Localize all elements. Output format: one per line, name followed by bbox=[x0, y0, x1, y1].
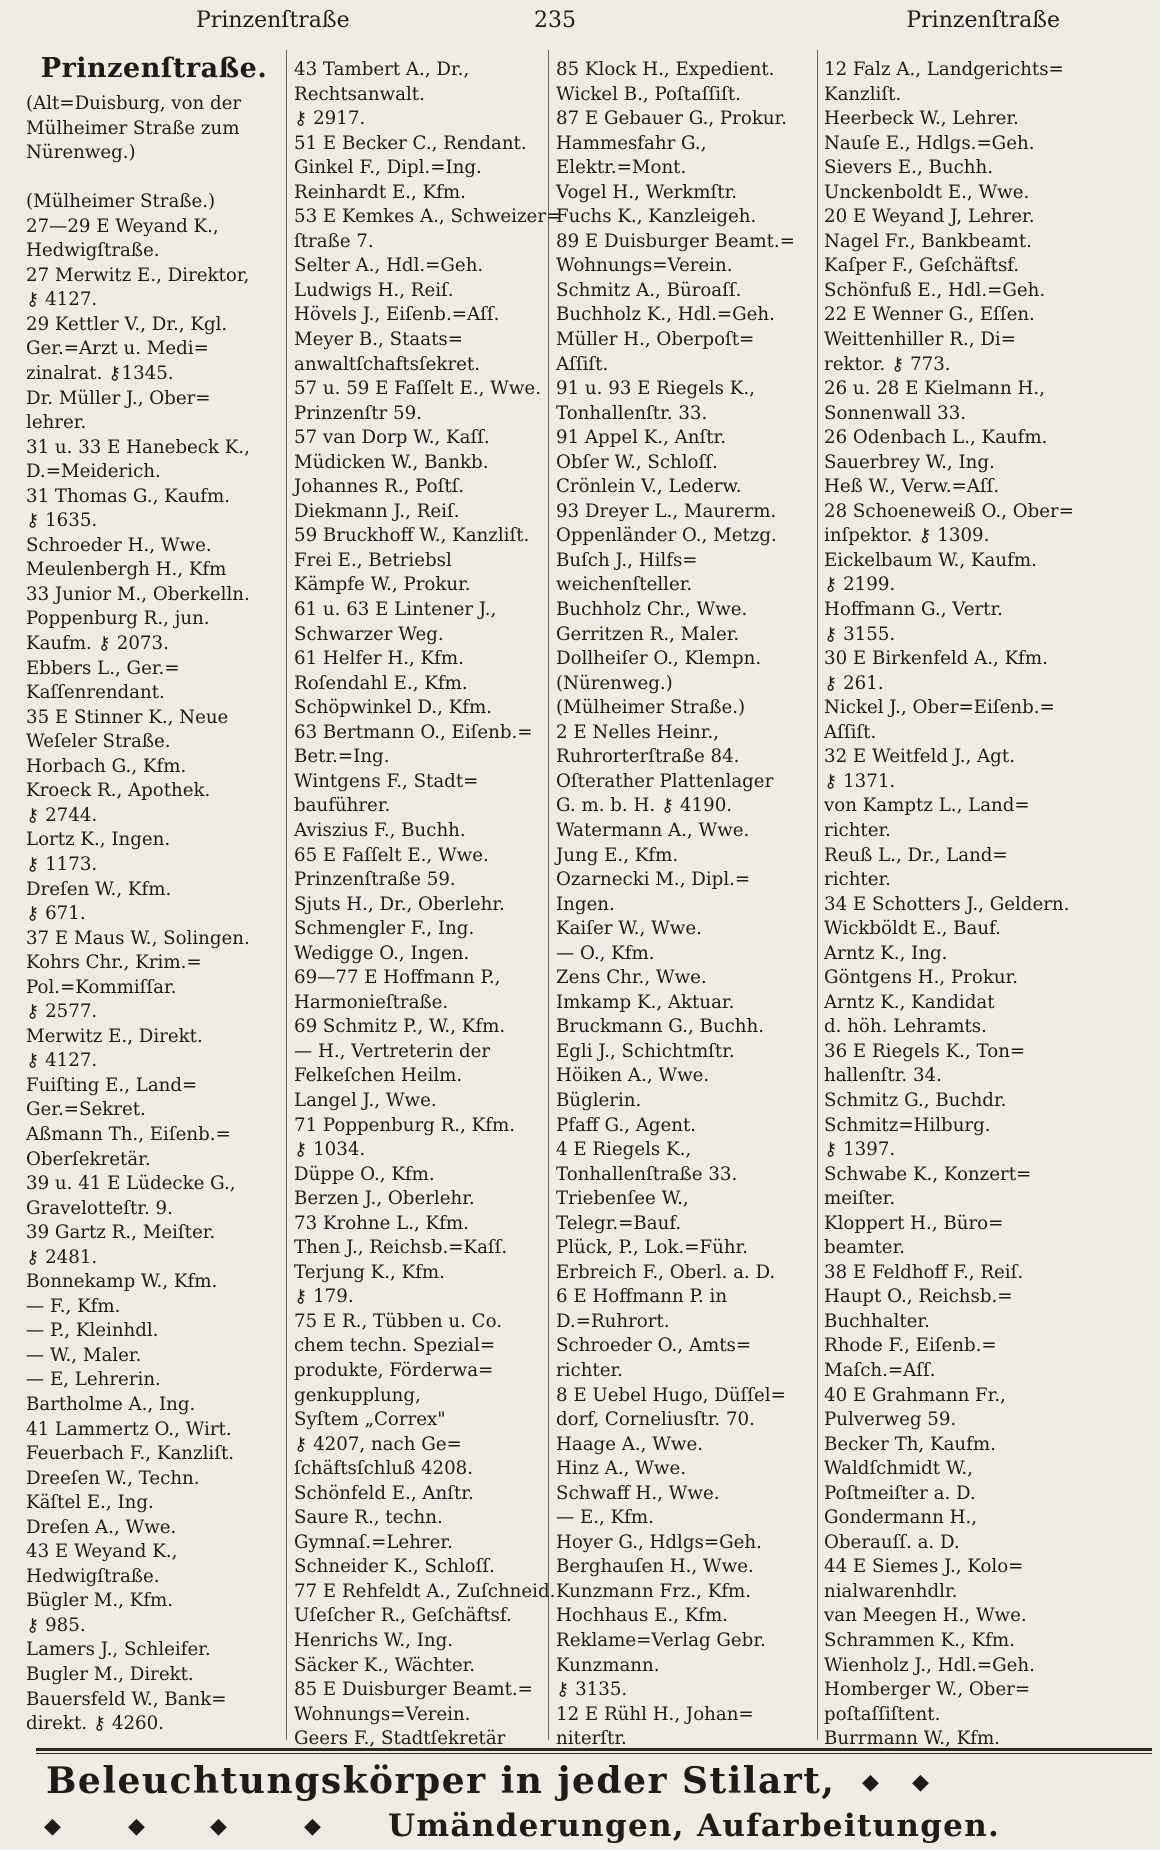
directory-entry-line: 4 E Riegels K., bbox=[556, 1139, 692, 1161]
directory-entry-line: Schönfuß E., Hdl.=Geh. bbox=[824, 279, 1046, 301]
directory-entry-line: 39 u. 41 E Lüdecke G., bbox=[26, 1173, 236, 1195]
directory-entry-line: 59 Bruckhoff W., Kanzliſt. bbox=[294, 525, 530, 547]
directory-entry-line: Heß W., Verw.=Aſſ. bbox=[824, 476, 1000, 498]
directory-entry-line: Kunzmann. bbox=[556, 1654, 660, 1676]
directory-entry-line: 61 Helfer H., Kfm. bbox=[294, 648, 464, 670]
directory-entry-line: Schmitz G., Buchdr. bbox=[824, 1089, 1007, 1111]
directory-entry-line: Ozarnecki M., Dipl.= bbox=[556, 869, 751, 891]
directory-entry-line: Oſterather Plattenlager bbox=[556, 770, 774, 792]
directory-entry-line: Müller H., Oberpoſt= bbox=[556, 329, 755, 351]
directory-entry-line: Meulenbergh H., Kfm bbox=[26, 559, 227, 581]
directory-entry-line: Hövels J., Eiſenb.=Aſſ. bbox=[294, 304, 500, 326]
directory-entry-line: Säcker K., Wächter. bbox=[294, 1654, 476, 1676]
directory-entry-line: Kaſſenrendant. bbox=[26, 682, 165, 704]
directory-entry-line: Schöpwinkel D., Kfm. bbox=[294, 697, 493, 719]
directory-entry-line: Mülheimer Straße zum bbox=[26, 117, 240, 139]
directory-entry-line: 51 E Becker C., Rendant. bbox=[294, 132, 527, 154]
advert-rule-thin bbox=[36, 1753, 1152, 1754]
directory-entry-line: Poſtmeiſter a. D. bbox=[824, 1482, 976, 1504]
directory-entry-line: 91 u. 93 E Riegels K., bbox=[556, 378, 755, 400]
directory-entry-line: ſchäftsſchluß 4208. bbox=[294, 1458, 474, 1480]
directory-entry-line: Bugler M., Direkt. bbox=[26, 1664, 194, 1685]
directory-entry-line: 31 u. 33 E Hanebeck K., bbox=[26, 436, 250, 458]
directory-entry-line: Maſch.=Aſſ. bbox=[824, 1359, 936, 1381]
directory-entry-line: Dr. Müller J., Ober= bbox=[26, 387, 211, 409]
ornament-diamond: ◆ bbox=[304, 1814, 321, 1839]
directory-entry-line: Buchhalter. bbox=[824, 1310, 930, 1332]
directory-entry-line: Hoyer G., Hdlgs=Geh. bbox=[556, 1531, 762, 1553]
directory-entry-line: 35 E Stinner K., Neue bbox=[26, 706, 229, 728]
directory-entry-line: ⚷ 2481. bbox=[26, 1246, 98, 1268]
directory-entry-line: Becker Th, Kaufm. bbox=[824, 1433, 996, 1455]
directory-entry-line: Wickel B., Poſtaſſiſt. bbox=[556, 83, 741, 105]
directory-entry-line: Fuchs K., Kanzleigeh. bbox=[556, 206, 757, 228]
directory-entry-line: genkupplung, bbox=[294, 1384, 421, 1406]
directory-entry-line: Zens Chr., Wwe. bbox=[556, 967, 707, 989]
directory-entry-line: Fuiſting E., Land= bbox=[26, 1074, 198, 1096]
directory-entry-line: ⚷ 2577. bbox=[26, 1001, 98, 1023]
directory-entry-line: Arntz K., Ing. bbox=[824, 942, 948, 964]
directory-entry-line: Dreſen A., Wwe. bbox=[26, 1516, 177, 1538]
directory-entry-line: 43 Tambert A., Dr., bbox=[294, 59, 470, 80]
directory-entry-line: Poppenburg R., jun. bbox=[26, 608, 210, 630]
directory-entry-line: Johannes R., Poſtſ. bbox=[294, 476, 465, 498]
directory-entry-line: Weittenhiller R., Di= bbox=[824, 329, 1016, 351]
directory-entry-line: von Kamptz L., Land= bbox=[824, 795, 1030, 817]
directory-entry-line: Hinz A., Wwe. bbox=[556, 1458, 687, 1480]
directory-entry-line: Kanzliſt. bbox=[824, 83, 902, 105]
directory-entry-line: Weſeler Straße. bbox=[26, 731, 171, 753]
directory-entry-line: ⚷ 1635. bbox=[26, 510, 98, 532]
directory-entry-line: Schwarzer Weg. bbox=[294, 623, 444, 645]
directory-entry-line: Gerritzen R., Maler. bbox=[556, 623, 740, 645]
directory-entry-line: Schneider K., Schloſſ. bbox=[294, 1556, 495, 1578]
directory-entry-line: Haage A., Wwe. bbox=[556, 1433, 704, 1455]
directory-entry-line: 57 van Dorp W., Kaſſ. bbox=[294, 427, 490, 449]
directory-entry-line: 87 E Gebauer G., Prokur. bbox=[556, 108, 788, 130]
directory-entry-line: Gymnaſ.=Lehrer. bbox=[294, 1531, 453, 1553]
directory-entry-line: Müdicken W., Bankb. bbox=[294, 451, 489, 473]
directory-entry-line: Hedwigſtraße. bbox=[26, 1565, 160, 1587]
directory-entry-line: Ginkel F., Dipl.=Ing. bbox=[294, 157, 482, 179]
directory-entry-line: chem techn. Spezial= bbox=[294, 1335, 496, 1357]
directory-entry-line: — F., Kfm. bbox=[26, 1295, 121, 1317]
directory-entry-line: ⚷ 1173. bbox=[26, 853, 98, 875]
directory-entry-line: 27—29 E Weyand K., bbox=[26, 215, 219, 237]
directory-entry-line: Langel J., Wwe. bbox=[294, 1089, 437, 1111]
directory-entry-line: Unckenboldt E., Wwe. bbox=[824, 181, 1030, 203]
directory-entry-line: Uſeſcher R., Geſchäftsf. bbox=[294, 1605, 512, 1627]
directory-entry-line: poſtaſſiſtent. bbox=[824, 1703, 941, 1725]
directory-entry-line: Nürenweg.) bbox=[26, 142, 136, 164]
directory-entry-line: 26 u. 28 E Kielmann H., bbox=[824, 378, 1045, 400]
directory-entry-line: Schönfeld E., Anſtr. bbox=[294, 1482, 474, 1504]
directory-entry-line: Prinzenſtr 59. bbox=[294, 402, 422, 424]
directory-entry-line: 43 E Weyand K., bbox=[26, 1541, 178, 1563]
directory-entry-line: 27 Merwitz E., Direktor, bbox=[26, 264, 250, 286]
directory-entry-line: Bauersfeld W., Bank= bbox=[26, 1688, 227, 1710]
directory-entry-line: nialwarenhdlr. bbox=[824, 1580, 958, 1602]
directory-entry-line: Dollheiſer O., Klempn. bbox=[556, 648, 762, 670]
directory-entry-line: Geers F., Stadtſekretär bbox=[294, 1728, 506, 1750]
directory-entry-line: — H., Vertreterin der bbox=[294, 1040, 491, 1062]
directory-entry-line: D.=Meiderich. bbox=[26, 461, 161, 483]
directory-entry-line: — P., Kleinhdl. bbox=[26, 1320, 159, 1342]
directory-entry-line: ⚷ 2199. bbox=[824, 574, 896, 596]
directory-entry-line: Büglerin. bbox=[556, 1089, 642, 1111]
directory-entry-line: lehrer. bbox=[26, 412, 87, 434]
ornament-diamond: ◆ bbox=[44, 1814, 61, 1839]
directory-entry-line: (Alt=Duisburg, von der bbox=[26, 93, 242, 114]
directory-entry-line: anwaltſchaftsſekret. bbox=[294, 353, 481, 375]
directory-entry-line: Aßmann Th., Eiſenb.= bbox=[26, 1123, 231, 1145]
directory-entry-line: Sauerbrey W., Ing. bbox=[824, 451, 995, 473]
directory-entry-line: 37 E Maus W., Solingen. bbox=[26, 927, 250, 949]
directory-entry-line: 26 Odenbach L., Kaufm. bbox=[824, 427, 1048, 449]
directory-entry-line: Arntz K., Kandidat bbox=[824, 991, 995, 1013]
directory-entry-line: beamter. bbox=[824, 1237, 906, 1259]
directory-entry-line: 63 Bertmann O., Eiſenb.= bbox=[294, 721, 533, 743]
directory-entry-line: dorf, Corneliusſtr. 70. bbox=[556, 1409, 755, 1431]
directory-entry-line: zinalrat. ⚷1345. bbox=[26, 363, 174, 385]
directory-entry-line: Wintgens F., Stadt= bbox=[294, 770, 479, 792]
directory-entry-line: van Meegen H., Wwe. bbox=[824, 1605, 1027, 1627]
advertisement-line-2: Umänderungen, Aufarbeitungen. bbox=[388, 1808, 1001, 1844]
directory-entry-line: Watermann A., Wwe. bbox=[556, 819, 750, 841]
directory-entry-line: Aſſiſt. bbox=[556, 353, 609, 375]
directory-entry-line: Horbach G., Kfm. bbox=[26, 755, 187, 777]
directory-entry-line: Selter A., Hdl.=Geh. bbox=[294, 255, 484, 277]
directory-entry-line: hallenſtr. 34. bbox=[824, 1065, 942, 1087]
directory-entry-line: 91 Appel K., Anſtr. bbox=[556, 427, 727, 449]
directory-entry-line: ⚷ 671. bbox=[26, 903, 86, 925]
directory-entry-line: Sjuts H., Dr., Oberlehr. bbox=[294, 893, 505, 915]
advertisement-line-1: Beleuchtungskörper in jeder Stilart, bbox=[46, 1760, 836, 1802]
directory-entry-line: D.=Ruhrort. bbox=[556, 1310, 670, 1332]
ornament-diamond: ◆ bbox=[128, 1814, 145, 1839]
directory-entry-line: 8 E Uebel Hugo, Düſſel= bbox=[556, 1384, 786, 1406]
street-title: Prinzenſtraße. bbox=[40, 53, 268, 84]
directory-entry-line: Roſendahl E., Kfm. bbox=[294, 672, 468, 694]
directory-entry-line: Obſer W., Schloſſ. bbox=[556, 451, 718, 473]
directory-entry-line: Wienholz J., Hdl.=Geh. bbox=[824, 1654, 1035, 1676]
directory-entry-line: Egli J., Schichtmſtr. bbox=[556, 1040, 735, 1062]
directory-entry-line: richter. bbox=[824, 869, 891, 891]
directory-entry-line: 71 Poppenburg R., Kfm. bbox=[294, 1114, 515, 1136]
directory-entry-line: Kohrs Chr., Krim.= bbox=[26, 952, 202, 974]
directory-entry-line: Berzen J., Oberlehr. bbox=[294, 1188, 475, 1210]
directory-entry-line: ⚷ 3135. bbox=[556, 1679, 628, 1701]
directory-entry-line: Heerbeck W., Lehrer. bbox=[824, 108, 1019, 130]
directory-entry-line: Feuerbach F., Kanzliſt. bbox=[26, 1443, 235, 1465]
ornament-diamond: ◆ bbox=[912, 1770, 929, 1795]
directory-entry-line: — O., Kfm. bbox=[556, 942, 655, 964]
directory-entry-line: Crönlein V., Lederw. bbox=[556, 476, 742, 498]
directory-entry-line: 77 E Rehfeldt A., Zuſchneid. bbox=[294, 1580, 556, 1602]
directory-entry-line: Reinhardt E., Kfm. bbox=[294, 181, 466, 203]
directory-entry-line: direkt. ⚷ 4260. bbox=[26, 1713, 164, 1735]
directory-entry-line: (Mülheimer Straße.) bbox=[556, 697, 746, 719]
directory-entry-line: 57 u. 59 E Faſſelt E., Wwe. bbox=[294, 378, 541, 400]
directory-entry-line: Haupt O., Reichsb.= bbox=[824, 1286, 1013, 1308]
directory-entry-line: Kloppert H., Büro= bbox=[824, 1212, 1004, 1234]
directory-entry-line: Bruckmann G., Buchh. bbox=[556, 1016, 764, 1038]
directory-entry-line: 73 Krohne L., Kfm. bbox=[294, 1212, 469, 1234]
directory-entry-line: Homberger W., Ober= bbox=[824, 1679, 1031, 1701]
directory-entry-line: Ger.=Arzt u. Medi= bbox=[26, 338, 209, 360]
directory-entry-line: Sievers E., Buchh. bbox=[824, 157, 993, 179]
directory-entry-line: Ingen. bbox=[556, 893, 615, 915]
directory-entry-line: Syſtem „Correx" bbox=[294, 1409, 446, 1431]
directory-entry-line: Schmitz A., Büroaſſ. bbox=[556, 279, 742, 301]
directory-entry-line: 29 Kettler V., Dr., Kgl. bbox=[26, 313, 228, 335]
directory-entry-line: richter. bbox=[556, 1359, 623, 1381]
directory-entry-line: Kämpfe W., Prokur. bbox=[294, 574, 471, 596]
directory-entry-line: Hochhaus E., Kfm. bbox=[556, 1605, 729, 1627]
directory-entry-line: Wohnungs=Verein. bbox=[294, 1703, 471, 1725]
directory-entry-line: Then J., Reichsb.=Kaſſ. bbox=[294, 1237, 508, 1259]
directory-entry-line: produkte, Förderwa= bbox=[294, 1359, 494, 1381]
directory-entry-line: ⚷ 2917. bbox=[294, 108, 366, 130]
directory-entry-line: Tonhallenſtr. 33. bbox=[556, 402, 708, 424]
directory-entry-line: weichenſteller. bbox=[556, 574, 693, 596]
directory-entry-line: 53 E Kemkes A., Schweizer= bbox=[294, 206, 562, 228]
directory-entry-line: Betr.=Ing. bbox=[294, 746, 390, 768]
directory-entry-line: (Mülheimer Straße.) bbox=[26, 191, 216, 213]
directory-entry-line: Waldſchmidt W., bbox=[824, 1458, 973, 1480]
directory-entry-line: rektor. ⚷ 773. bbox=[824, 353, 951, 375]
directory-entry-line: Telegr.=Bauf. bbox=[556, 1212, 682, 1234]
directory-entry-line: Reuß L., Dr., Land= bbox=[824, 844, 1008, 866]
directory-entry-line: Berghauſen H., Wwe. bbox=[556, 1556, 754, 1578]
directory-entry-line: Kunzmann Frz., Kfm. bbox=[556, 1580, 752, 1602]
directory-entry-line: Wedigge O., Ingen. bbox=[294, 942, 470, 964]
directory-entry-line: Aſſiſt. bbox=[824, 721, 877, 743]
directory-entry-line: G. m. b. H. ⚷ 4190. bbox=[556, 795, 733, 817]
directory-entry-line: ⚷ 3155. bbox=[824, 623, 896, 645]
directory-entry-line: ⚷ 1034. bbox=[294, 1139, 366, 1161]
directory-entry-line: 39 Gartz R., Meiſter. bbox=[26, 1222, 216, 1244]
directory-entry-line: Schroeder O., Amts= bbox=[556, 1335, 752, 1357]
directory-entry-line: 12 E Rühl H., Johan= bbox=[556, 1703, 754, 1725]
directory-entry-line: Rechtsanwalt. bbox=[294, 83, 425, 105]
directory-entry-line: Bartholme A., Ing. bbox=[26, 1393, 196, 1415]
directory-entry-line: Wohnungs=Verein. bbox=[556, 255, 733, 277]
directory-entry-line: Lamers J., Schleifer. bbox=[26, 1639, 211, 1661]
directory-entry-line: 85 E Duisburger Beamt.= bbox=[294, 1679, 533, 1701]
directory-entry-line: ⚷ 261. bbox=[824, 672, 884, 694]
directory-entry-line: Schwabe K., Konzert= bbox=[824, 1163, 1032, 1185]
directory-entry-line: 40 E Grahmann Fr., bbox=[824, 1384, 1006, 1406]
column-3 bbox=[556, 58, 814, 1750]
directory-entry-line: Rhode F., Eiſenb.= bbox=[824, 1335, 997, 1357]
directory-entry-line: Henrichs W., Ing. bbox=[294, 1630, 454, 1651]
directory-entry-line: ⚷ 985. bbox=[26, 1614, 86, 1636]
column-2 bbox=[294, 58, 562, 1750]
directory-entry-line: Wickböldt E., Bauf. bbox=[824, 918, 1001, 940]
directory-entry-line: Düppe O., Kfm. bbox=[294, 1163, 435, 1185]
directory-entry-line: Buſch J., Hilfs= bbox=[556, 549, 698, 571]
directory-entry-line: 93 Dreyer L., Maurerm. bbox=[556, 500, 777, 522]
directory-entry-line: inſpektor. ⚷ 1309. bbox=[824, 525, 990, 547]
directory-entry-line: ⚷ 1371. bbox=[824, 770, 896, 792]
directory-entry-line: Ger.=Sekret. bbox=[26, 1099, 146, 1121]
directory-entry-line: richter. bbox=[824, 819, 891, 841]
directory-entry-line: Sonnenwall 33. bbox=[824, 402, 967, 424]
directory-entry-line: Nickel J., Ober=Eiſenb.= bbox=[824, 697, 1055, 719]
directory-entry-line: Lortz K., Ingen. bbox=[26, 829, 171, 851]
directory-entry-line: 38 E Feldhoff F., Reiſ. bbox=[824, 1261, 1024, 1283]
directory-entry-line: Vogel H., Werkmſtr. bbox=[556, 181, 738, 203]
directory-entry-line: 22 E Wenner G., Eſſen. bbox=[824, 304, 1035, 326]
directory-entry-line: Harmonieſtraße. bbox=[294, 991, 449, 1013]
directory-entry-line: Imkamp K., Aktuar. bbox=[556, 991, 735, 1013]
directory-entry-line: 31 Thomas G., Kaufm. bbox=[26, 485, 231, 507]
ornament-diamond: ◆ bbox=[862, 1770, 879, 1795]
directory-entry-line: — E., Kfm. bbox=[556, 1507, 654, 1529]
directory-entry-line: Jung E., Kfm. bbox=[556, 844, 679, 866]
directory-entry-line: d. höh. Lehramts. bbox=[824, 1016, 987, 1038]
directory-entry-line: Buchholz Chr., Wwe. bbox=[556, 599, 748, 621]
directory-entry-line: Ebbers L., Ger.= bbox=[26, 657, 180, 679]
directory-entry-line: Bonnekamp W., Kfm. bbox=[26, 1271, 218, 1293]
directory-entry-line: Pol.=Kommiſſar. bbox=[26, 976, 177, 998]
directory-entry-line: bauführer. bbox=[294, 795, 391, 817]
directory-entry-line: Schmitz=Hilburg. bbox=[824, 1114, 991, 1136]
directory-entry-line: 34 E Schotters J., Geldern. bbox=[824, 893, 1070, 915]
header-left-street: Prinzenſtraße bbox=[196, 8, 350, 33]
directory-entry-line: Oppenländer O., Metzg. bbox=[556, 525, 777, 547]
directory-entry-line: 2 E Nelles Heinr., bbox=[556, 721, 720, 743]
ornament-diamond: ◆ bbox=[210, 1814, 227, 1839]
directory-entry-line: Burrmann W., Kfm. bbox=[824, 1728, 1000, 1750]
advert-rule bbox=[36, 1748, 1152, 1751]
directory-entry-line: 69—77 E Hoffmann P., bbox=[294, 967, 501, 989]
directory-entry-line: Schrammen K., Kfm. bbox=[824, 1630, 1015, 1651]
directory-entry-line: Hedwigſtraße. bbox=[26, 240, 160, 262]
directory-entry-line: Göntgens H., Prokur. bbox=[824, 967, 1019, 989]
directory-entry-line: Frei E., Betriebsl bbox=[294, 549, 452, 571]
directory-entry-line: ſtraße 7. bbox=[294, 230, 374, 252]
directory-entry-line: 36 E Riegels K., Ton= bbox=[824, 1040, 1026, 1062]
directory-entry-line: Gravelotteſtr. 9. bbox=[26, 1197, 173, 1219]
directory-entry-line: Schwaff H., Wwe. bbox=[556, 1482, 720, 1504]
directory-entry-line: ⚷ 2744. bbox=[26, 804, 98, 826]
directory-entry-line: Aviszius F., Buchh. bbox=[294, 819, 466, 841]
directory-entry-line: meiſter. bbox=[824, 1188, 896, 1210]
directory-entry-line: 30 E Birkenfeld A., Kfm. bbox=[824, 648, 1048, 670]
directory-entry-line bbox=[26, 166, 282, 191]
directory-entry-line: 75 E R., Tübben u. Co. bbox=[294, 1310, 503, 1332]
directory-entry-line: Ludwigs H., Reiſ. bbox=[294, 279, 454, 301]
directory-entry-line: Hoffmann G., Vertr. bbox=[824, 599, 1003, 621]
directory-entry-line: niterſtr. bbox=[556, 1728, 627, 1750]
directory-entry-line: — W., Maler. bbox=[26, 1344, 142, 1366]
directory-entry-line: Tonhallenſtraße 33. bbox=[556, 1163, 738, 1185]
directory-entry-line: 6 E Hoffmann P. in bbox=[556, 1286, 728, 1308]
directory-entry-line: Hammesfahr G., bbox=[556, 132, 707, 154]
directory-entry-line: 44 E Siemes J., Kolo= bbox=[824, 1556, 1024, 1578]
directory-entry-line: Schroeder H., Wwe. bbox=[26, 534, 212, 556]
directory-entry-line: 41 Lammertz O., Wirt. bbox=[26, 1418, 232, 1440]
directory-entry-line: Eickelbaum W., Kaufm. bbox=[824, 549, 1037, 571]
directory-entry-line: 28 Schoeneweiß O., Ober= bbox=[824, 500, 1074, 522]
directory-entry-line: ⚷ 1397. bbox=[824, 1139, 896, 1161]
directory-entry-line: 20 E Weyand J, Lehrer. bbox=[824, 206, 1035, 228]
directory-entry-line: ⚷ 4207, nach Ge= bbox=[294, 1433, 462, 1455]
directory-entry-line: Reklame=Verlag Gebr. bbox=[556, 1630, 766, 1651]
directory-entry-line: Nagel Fr., Bankbeamt. bbox=[824, 230, 1032, 252]
directory-entry-line: Höiken A., Wwe. bbox=[556, 1065, 710, 1087]
directory-entry-line: Nauſe E., Hdlgs.=Geh. bbox=[824, 132, 1035, 154]
directory-entry-line: ⚷ 4127. bbox=[26, 289, 98, 311]
directory-entry-line: Kaſper F., Geſchäftsf. bbox=[824, 255, 1020, 277]
directory-entry-line: Oberſekretär. bbox=[26, 1148, 151, 1170]
directory-entry-line: 12 Falz A., Landgerichts= bbox=[824, 59, 1064, 80]
directory-entry-line: 85 Klock H., Expedient. bbox=[556, 59, 775, 80]
running-header bbox=[196, 8, 1060, 44]
directory-entry-line: Saure R., techn. bbox=[294, 1507, 443, 1529]
directory-entry-line: ⚷ 179. bbox=[294, 1286, 354, 1308]
directory-entry-line: Pulverweg 59. bbox=[824, 1409, 957, 1431]
directory-entry-line: 33 Junior M., Oberkelln. bbox=[26, 583, 250, 605]
directory-entry-line: — E, Lehrerin. bbox=[26, 1369, 161, 1391]
directory-entry-line: Kaiſer W., Wwe. bbox=[556, 918, 702, 940]
directory-entry-line: Gondermann H., bbox=[824, 1507, 978, 1529]
directory-entry-line: Erbreich F., Oberl. a. D. bbox=[556, 1261, 776, 1283]
directory-entry-line: Kaufm. ⚷ 2073. bbox=[26, 633, 169, 655]
directory-entry-line: Triebenſee W., bbox=[556, 1188, 689, 1210]
directory-entry-line: 61 u. 63 E Lintener J., bbox=[294, 599, 497, 621]
header-right-street: Prinzenſtraße bbox=[906, 8, 1060, 33]
directory-entry-line: Pfaff G., Agent. bbox=[556, 1114, 697, 1136]
directory-entry-line: Terjung K., Kfm. bbox=[294, 1261, 445, 1283]
directory-entry-line: ⚷ 4127. bbox=[26, 1050, 98, 1072]
directory-entry-line: Käſtel E., Ing. bbox=[26, 1492, 154, 1514]
directory-entry-line: 69 Schmitz P., W., Kfm. bbox=[294, 1016, 506, 1038]
directory-entry-line: Merwitz E., Direkt. bbox=[26, 1025, 203, 1047]
directory-entry-line: 89 E Duisburger Beamt.= bbox=[556, 230, 795, 252]
directory-entry-line: Dreſen W., Kfm. bbox=[26, 878, 172, 900]
directory-entry-line: Diekmann J., Reiſ. bbox=[294, 500, 460, 522]
directory-entry-line: Meyer B., Staats= bbox=[294, 329, 463, 351]
directory-entry-line: Ruhrorterſtraße 84. bbox=[556, 746, 740, 768]
directory-entry-line: Dreeſen W., Techn. bbox=[26, 1467, 200, 1489]
directory-entry-line: Oberauſſ. a. D. bbox=[824, 1531, 960, 1553]
page-number: 235 bbox=[534, 8, 576, 33]
directory-entry-line: Felkeſchen Heilm. bbox=[294, 1065, 463, 1087]
directory-entry-line: Plück, P., Lok.=Führ. bbox=[556, 1237, 749, 1259]
directory-entry-line: Schmengler F., Ing. bbox=[294, 918, 475, 940]
directory-entry-line: 32 E Weitfeld J., Agt. bbox=[824, 746, 1015, 768]
directory-columns bbox=[0, 53, 1160, 1750]
directory-entry-line: Kroeck R., Apothek. bbox=[26, 780, 211, 802]
directory-entry-line: Bügler M., Kfm. bbox=[26, 1590, 174, 1612]
directory-entry-line: (Nürenweg.) bbox=[556, 672, 673, 694]
directory-entry-line: 65 E Faſſelt E., Wwe. bbox=[294, 844, 489, 866]
directory-entry-line: Elektr.=Mont. bbox=[556, 157, 687, 179]
directory-entry-line: Buchholz K., Hdl.=Geh. bbox=[556, 304, 775, 326]
column-1 bbox=[26, 53, 282, 1738]
directory-entry-line: Prinzenſtraße 59. bbox=[294, 869, 456, 891]
column-4 bbox=[824, 58, 1156, 1750]
